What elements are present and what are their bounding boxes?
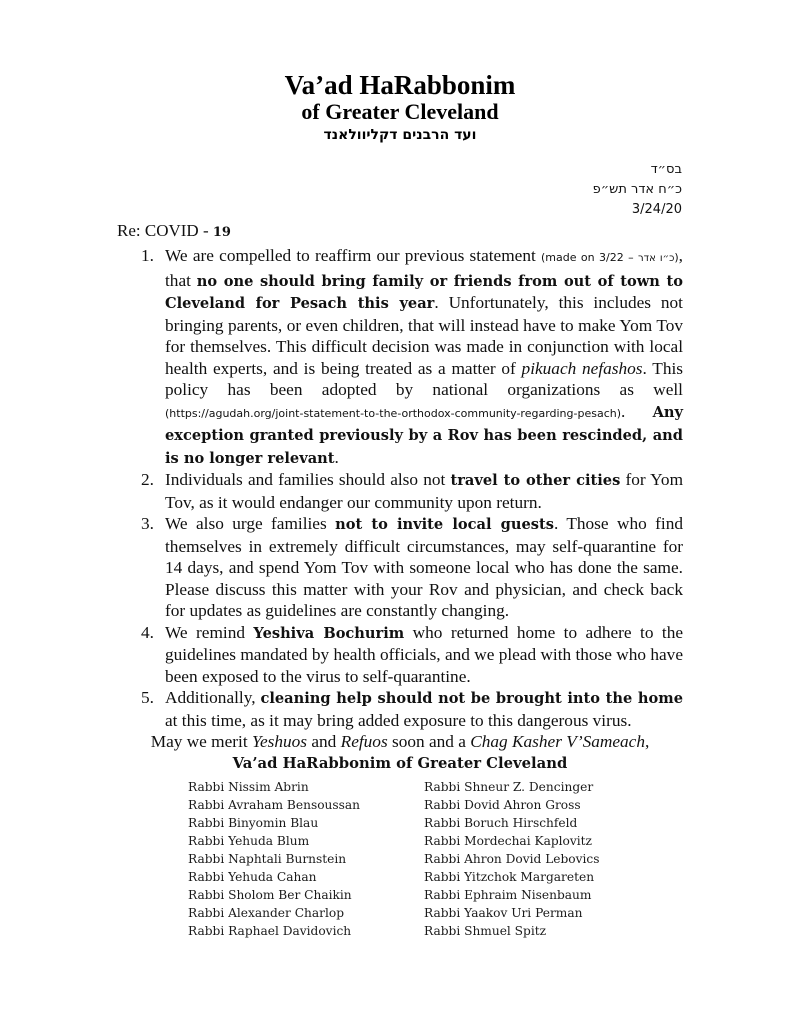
text-run: . This policy has been adopted by national organizations as well [165,358,683,399]
emphasis-bold: no one should bring family or friends from out of town to Cleveland for Pesach this year [165,272,683,312]
directive-list [141,245,683,731]
signatory: Rabbi Ahron Dovid Lebovics [424,852,600,866]
list-item [141,245,683,469]
text-run: who returned home to adhere to the guidelines mandated by health officials, and we plead with those who have been exposed to the virus to self-quarantine. [165,622,684,686]
list-item [141,513,683,622]
hebrew-date: כ״ח אדר תש״פ [592,182,682,197]
item-text [165,622,683,688]
item-number: 1. [141,246,154,265]
emphasis-bold: cleaning help should not be brought into the home [260,690,683,707]
item-text [165,245,683,469]
text-run-small: (made on 3/22 – [541,251,639,264]
signatory: Rabbi Avraham Bensoussan [188,798,361,812]
signatory: Rabbi Sholom Ber Chaikin [188,888,352,902]
item-number: 3. [141,514,154,533]
item-number: 5. [141,688,154,707]
signatory: Rabbi Mordechai Kaplovitz [424,834,592,848]
text-run-small: ) [674,251,679,264]
signature-organization: Va’ad HaRabbonim of Greater Cleveland [232,755,568,772]
text-run: Individuals and families should also not [165,470,451,489]
list-item [141,622,683,688]
item-text [165,687,683,731]
item-text [165,513,683,622]
bsd-mark: בס״ד [650,162,682,177]
english-date: 3/24/20 [631,202,682,217]
organization-hebrew-name: ועד הרבנים דקליוולאנד [323,127,477,143]
item-number: 4. [141,622,154,642]
signatory: Rabbi Ephraim Nisenbaum [424,888,592,902]
subject-line [117,220,231,244]
text-run: soon and a [387,732,471,751]
text-run: . Unfortunately, this includes not bringing parents, or even children, that will instead have to make Yom Tov for themselves. This difficult decision was made in conjunction with local health experts, and is being treated as a matter of [165,293,683,378]
signatory: Rabbi Yaakov Uri Perman [424,906,583,920]
signatory: Rabbi Shmuel Spitz [424,924,547,938]
closing-blessing [0,731,800,753]
reference-url: (https://agudah.org/joint-statement-to-the-orthodox-community-regarding-pesach) [165,406,622,420]
signatories-left-column [188,778,360,940]
text-run: . [621,401,653,421]
text-run: We are compelled to reaffirm our previous statement [165,246,541,265]
subject-label: Re: COVID - [117,221,213,240]
signatory: Rabbi Raphael Davidovich [188,924,352,938]
emphasis-italic: Chag Kasher V’Sameach [470,732,645,751]
text-run: and [307,732,341,751]
list-item [141,687,683,731]
list-item [141,469,683,513]
signatory: Rabbi Shneur Z. Dencinger [424,780,594,794]
closing-block [0,731,800,775]
emphasis-italic: Refuos [340,732,388,751]
emphasis-bold: not to invite local guests [335,516,554,533]
text-run: , [644,732,650,751]
signatory: Rabbi Yehuda Cahan [188,870,317,884]
item-number: 2. [141,470,154,489]
signatory: Rabbi Nissim Abrin [188,780,309,794]
text-run: Additionally, [165,688,261,707]
text-run: at this time, as it may bring added exposure to this dangerous virus. [165,710,632,730]
organization-subtitle: of Greater Cleveland [301,99,499,124]
emphasis-italic: pikuach nefashos [521,358,643,378]
signatory: Rabbi Naphtali Burnstein [188,852,347,866]
text-run: May we merit [150,732,252,751]
text-run: for Yom Tov, as it would endanger our community upon return. [165,470,684,512]
signatory: Rabbi Yitzchok Margareten [424,870,595,884]
text-run: , that [165,246,683,290]
organization-title: Va’ad HaRabbonim [284,70,516,100]
text-run: We remind [165,622,254,642]
emphasis-italic: Yeshuos [251,732,308,751]
signatory: Rabbi Yehuda Blum [188,834,310,848]
emphasis-bold: Yeshiva Bochurim [253,624,405,642]
text-run: We also urge families [165,514,336,533]
signatories-right-column [424,778,600,940]
hebrew-date-inline: כ״ו אדר [638,253,675,264]
signatory: Rabbi Alexander Charlop [188,906,345,920]
item-text [165,469,683,513]
text-run: . Those who find themselves in extremely difficult circumstances, may self-quarantine for 14 days, and spend Yom Tov with someone local who has done the same. Please discuss this matter with your Rov and physician, and check back for updates as guidelines are constantly changing. [165,514,683,620]
emphasis-bold: Any exception granted previously by a Rov has been rescinded, and is no longer relevant [165,403,683,467]
text-run: . [334,447,339,467]
signatory: Rabbi Binyomin Blau [188,816,319,830]
signatory: Rabbi Boruch Hirschfeld [424,816,578,830]
subject-number: 19 [212,225,231,240]
signatory: Rabbi Dovid Ahron Gross [424,798,581,812]
letterhead [0,70,800,146]
emphasis-bold: travel to other cities [450,472,621,489]
date-block [593,160,682,220]
